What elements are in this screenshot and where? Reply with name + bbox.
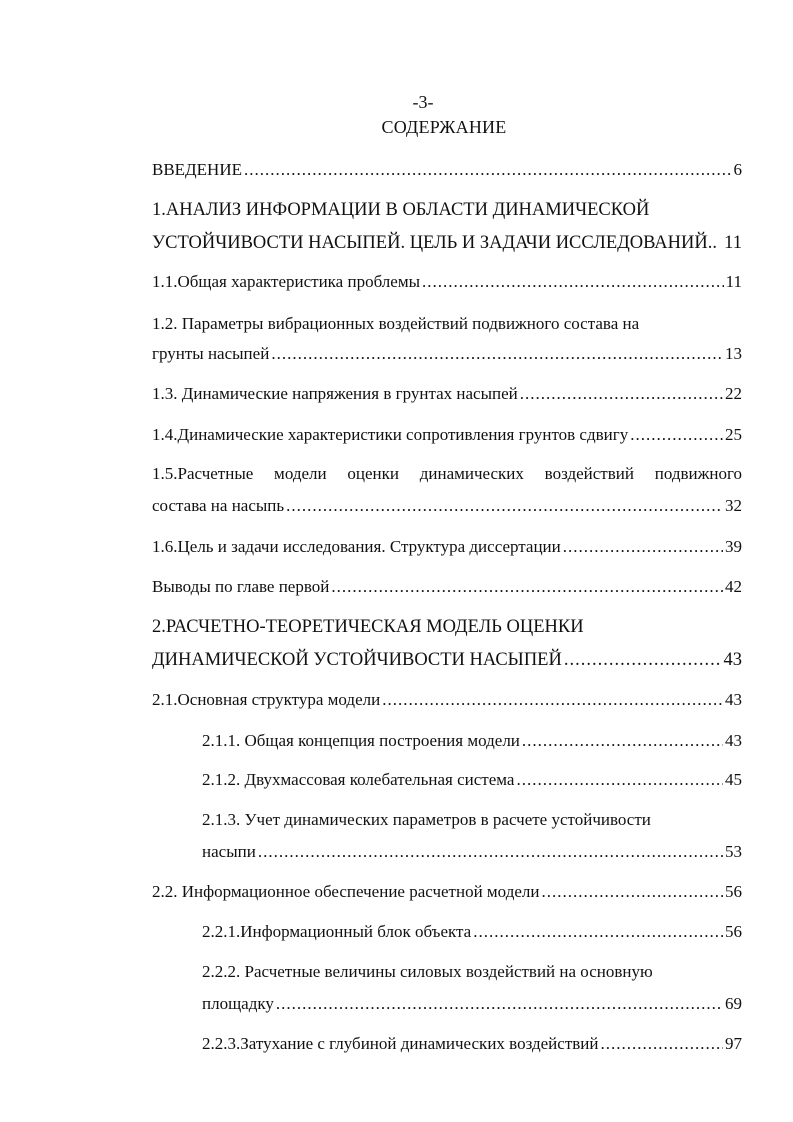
toc-page-number: 97	[725, 1034, 742, 1053]
toc-entry-1-2-line-1: 1.2. Параметры вибрационных воздействий подвижного состава на	[152, 314, 640, 333]
toc-entry-chapter-1-line-2: УСТОЙЧИВОСТИ НАСЫПЕЙ. ЦЕЛЬ И ЗАДАЧИ ИССЛЕДОВАНИЙ.. 11	[152, 233, 742, 253]
toc-page-number: 42	[725, 577, 742, 596]
toc-entry-2-1-3-line-1: 2.1.3. Учет динамических параметров в расчете устойчивости	[202, 810, 651, 829]
toc-entry-2-1-2: 2.1.2. Двухмассовая колебательная система ..... 45	[202, 768, 742, 792]
dot-leader	[600, 1032, 723, 1056]
toc-page-number: 56	[725, 882, 742, 901]
toc-entry-1-2-line-2: грунты насыпей ..... 13	[152, 342, 742, 366]
dot-leader	[271, 342, 723, 366]
toc-page-number: 43	[725, 690, 742, 709]
dot-leader	[563, 535, 723, 559]
toc-entry-chapter-1-line-1: 1.АНАЛИЗ ИНФОРМАЦИИ В ОБЛАСТИ ДИНАМИЧЕСКОЙ	[152, 200, 650, 220]
toc-entry-1-5-line-1: 1.5.Расчетные модели оценки динамических воздействий подвижного	[152, 464, 742, 483]
toc-entry-2-1-3-line-2: насыпи ..... 53	[202, 840, 742, 864]
toc-page-number: 11	[724, 233, 742, 253]
toc-entry-2-2-1: 2.2.1.Информационный блок объекта ..... 56	[202, 920, 742, 944]
dot-leader	[382, 688, 723, 712]
toc-entry-1-1: 1.1.Общая характеристика проблемы ..... 11	[152, 270, 742, 294]
toc-page-number: 43	[725, 731, 742, 750]
dot-leader	[258, 840, 723, 864]
toc-page-number: 69	[725, 994, 742, 1013]
dot-leader	[630, 423, 723, 447]
dot-leader	[522, 729, 723, 753]
toc-entry-chapter-2-line-2: ДИНАМИЧЕСКОЙ УСТОЙЧИВОСТИ НАСЫПЕЙ ..... 43	[152, 648, 742, 672]
toc-page-number: 56	[725, 922, 742, 941]
dot-leader	[541, 880, 723, 904]
dot-leader	[276, 992, 723, 1016]
toc-entry-chapter-2-line-1: 2.РАСЧЕТНО-ТЕОРЕТИЧЕСКАЯ МОДЕЛЬ ОЦЕНКИ	[152, 617, 584, 637]
toc-page-number: 25	[725, 425, 742, 444]
dot-leader	[422, 270, 724, 294]
toc-entry-1-3: 1.3. Динамические напряжения в грунтах насыпей ..... 22	[152, 382, 742, 406]
dot-leader	[520, 382, 723, 406]
dot-leader	[244, 158, 732, 182]
toc-page-number: 43	[723, 650, 742, 670]
toc-page-number: 22	[725, 384, 742, 403]
toc-page-number: 13	[725, 344, 742, 363]
toc-entry-conclusions-chapter-1: Выводы по главе первой ..... 42	[152, 575, 742, 599]
toc-entry-2-2-2-line-1: 2.2.2. Расчетные величины силовых воздействий на основную	[202, 962, 653, 981]
toc-entry-1-6: 1.6.Цель и задачи исследования. Структура диссертации ..... 39	[152, 535, 742, 559]
page-title: СОДЕРЖАНИЕ	[381, 117, 507, 137]
toc-entry-1-4: 1.4.Динамические характеристики сопротивления грунтов сдвигу ..... 25	[152, 423, 742, 447]
toc-page-number: 45	[725, 770, 742, 789]
toc-page-number: 6	[733, 160, 742, 179]
toc-page-number: 39	[725, 537, 742, 556]
toc-entry-1-5-line-2: состава на насыпь ..... 32	[152, 494, 742, 518]
toc-page-number: 53	[725, 842, 742, 861]
dot-leader	[286, 494, 723, 518]
toc-page-number: 11	[725, 272, 742, 291]
dot-leader	[564, 648, 722, 672]
toc-page-number: 32	[725, 496, 742, 515]
toc-entry-introduction: ВВЕДЕНИЕ ..... 6	[152, 158, 742, 182]
toc-entry-2-2-3: 2.2.3.Затухание с глубиной динамических воздействий ..... 97	[202, 1032, 742, 1056]
toc-entry-2-2: 2.2. Информационное обеспечение расчетной модели ..... 56	[152, 880, 742, 904]
toc-entry-2-1: 2.1.Основная структура модели ..... 43	[152, 688, 742, 712]
dot-leader	[516, 768, 723, 792]
dot-leader	[473, 920, 723, 944]
toc-entry-2-1-1: 2.1.1. Общая концепция построения модели ..... 43	[202, 729, 742, 753]
toc-entry-2-2-2-line-2: площадку ..... 69	[202, 992, 742, 1016]
page-number: -3-	[412, 92, 434, 112]
dot-leader	[331, 575, 723, 599]
